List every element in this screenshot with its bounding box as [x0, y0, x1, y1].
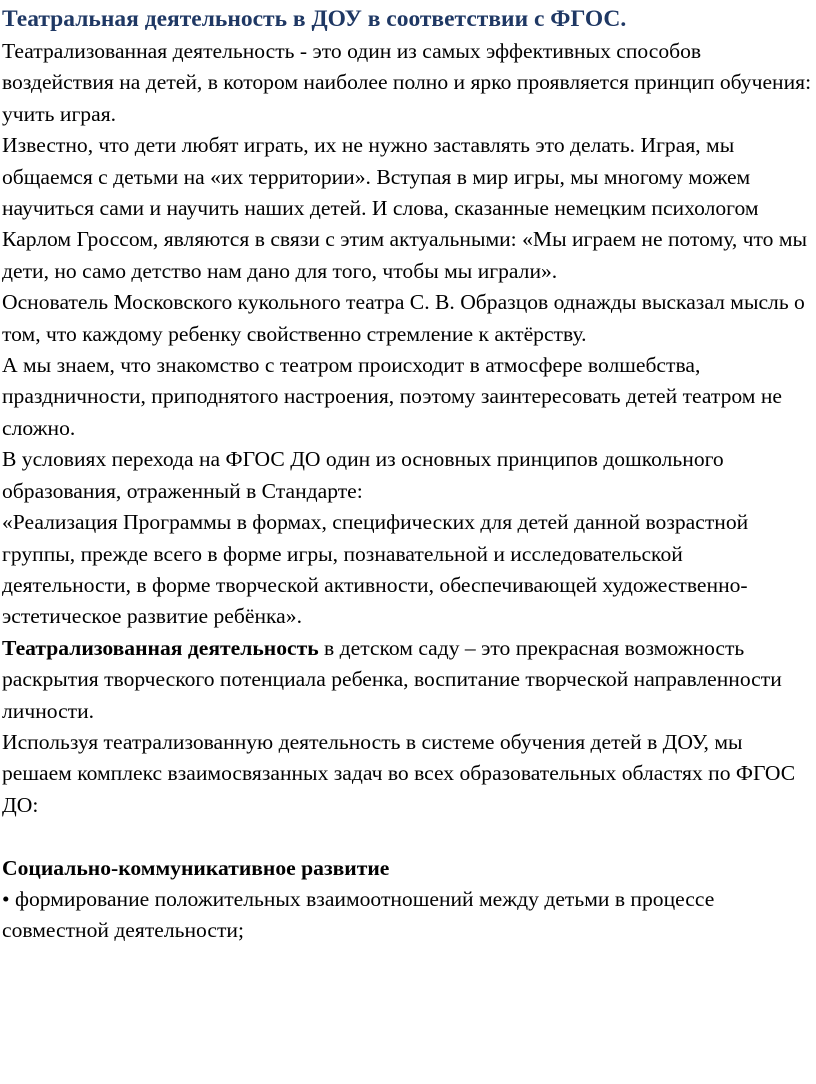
bullet-item: • формирование положительных взаимоотношений между детьми в процессе совместной деятельности;: [2, 886, 715, 943]
paragraph-fgos-transition: В условиях перехода на ФГОС ДО один из основных принципов дошкольного образования, отраженный в Стандарте:: [2, 447, 724, 503]
paragraph-obraztsov: Основатель Московского кукольного театра С. В. Образцов однажды высказал мысль о том, что каждому ребенку свойственно стремление к актёрству.: [2, 290, 805, 346]
document-title: Театральная деятельность в ДОУ в соответствии с ФГОС.: [2, 6, 627, 32]
paragraph-standard-quote: «Реализация Программы в формах, специфических для детей данной возрастной группы, прежде всего в форме игры, познавательной и исследовательской деятельности, в форме творческой активности, обеспечивающей художественно-эстетическое развитие ребёнка».: [2, 510, 749, 629]
paragraph-intro: Театрализованная деятельность - это один из самых эффективных способов воздействия на детей, в котором наиболее полно и ярко проявляется принцип обучения: учить играя.: [2, 39, 812, 126]
paragraph-play: Известно, что дети любят играть, их не нужно заставлять это делать. Играя, мы общаемся с детьми на «их территории». Вступая в мир игры, мы многому можем научиться сами и научить наших детей. И слова, сказанные немецким психологом Карлом Гроссом, являются в связи с этим актуальными: «Мы играем не потому, что мы дети, но само детство нам дано для того, чтобы мы играли».: [2, 133, 808, 283]
section-heading: Социально-коммуникативное развитие: [2, 855, 390, 880]
paragraph-tasks: Используя театрализованную деятельность в системе обучения детей в ДОУ, мы решаем комплекс взаимосвязанных задач во всех образовательных областях по ФГОС ДО:: [2, 729, 796, 817]
paragraph-theatrical-activity: [2, 633, 812, 727]
bold-lead-rest: в детском саду – это прекрасная возможность раскрытия творческого потенциала ребенка, воспитание творческой направленности личности.: [2, 635, 782, 723]
blank-line: [2, 821, 812, 852]
document-page: [2, 0, 812, 947]
bold-lead-text: Театрализованная деятельность: [2, 635, 319, 660]
paragraph-theatre-magic: А мы знаем, что знакомство с театром происходит в атмосфере волшебства, праздничности, приподнятого настроения, поэтому заинтересовать детей театром не сложно.: [2, 353, 782, 440]
